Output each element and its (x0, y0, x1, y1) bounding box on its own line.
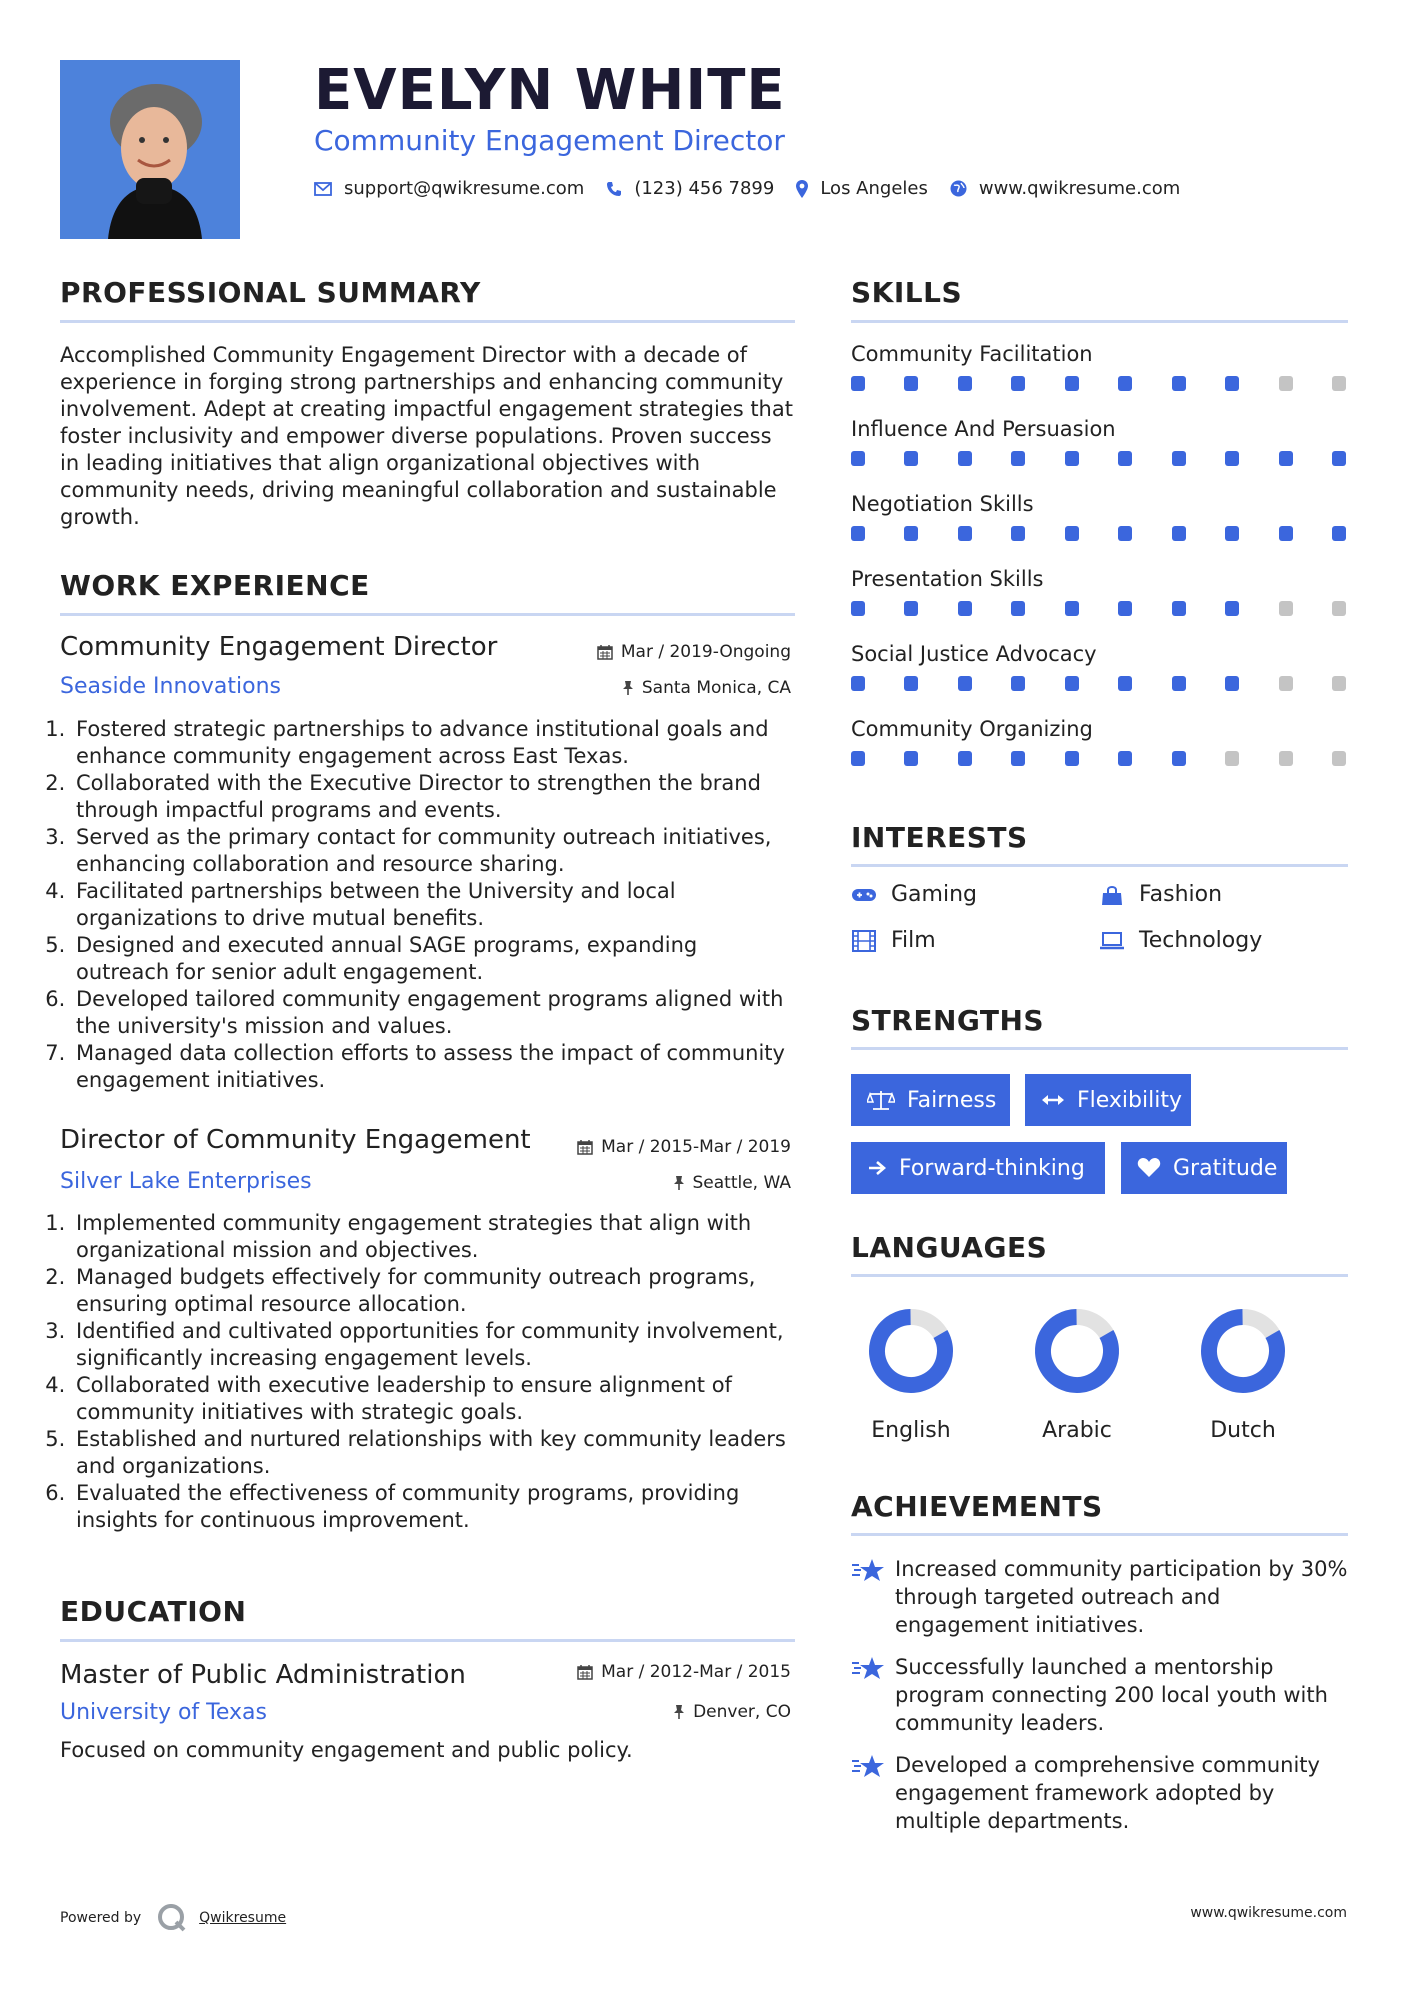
list-item: 5. Established and nurtured relationships with key community leaders and organizations. (72, 1426, 795, 1480)
rating-dot-filled (851, 376, 865, 391)
rating-dot-filled (1279, 451, 1293, 466)
achievement-text: Increased community participation by 30% through targeted outreach and engagement initiatives. (895, 1557, 1348, 1637)
section-divider (60, 1639, 795, 1642)
section-divider (851, 320, 1348, 323)
rating-dot-filled (1332, 526, 1346, 541)
job-location-text: Santa Monica, CA (641, 678, 791, 698)
rating-dot-filled (1118, 526, 1132, 541)
rating-dot-filled (1118, 676, 1132, 691)
skill-row (851, 342, 1348, 417)
shopping-bag-icon (1099, 884, 1125, 906)
phone-number: (123) 456 7899 (634, 178, 775, 199)
rating-dot-empty (1279, 676, 1293, 691)
skill-name: Presentation Skills (851, 567, 1044, 591)
job-bullets (54, 716, 795, 1094)
star-icon (851, 1653, 895, 1737)
skill-row (851, 417, 1348, 492)
pushpin-icon (673, 1175, 685, 1191)
rating-dot-filled (1172, 451, 1186, 466)
rating-dot-filled (1172, 601, 1186, 616)
skill-row (851, 492, 1348, 567)
arrows-horizontal-icon (1041, 1093, 1065, 1107)
laptop-icon (1099, 932, 1125, 950)
skills-list (851, 342, 1348, 792)
rating-dot-filled (904, 601, 918, 616)
globe-icon (950, 180, 967, 197)
rating-dot-filled (1065, 526, 1079, 541)
rating-dot-filled (904, 526, 918, 541)
skill-name: Community Organizing (851, 717, 1093, 741)
job-dates-text: Mar / 2015-Mar / 2019 (601, 1137, 791, 1157)
list-item: 3. Identified and cultivated opportunities for community involvement, significantly increasing engagement levels. (72, 1318, 795, 1372)
calendar-icon (577, 1664, 593, 1680)
interest-gaming (851, 882, 977, 907)
rating-dot-filled (1011, 526, 1025, 541)
rating-dot-empty (1332, 751, 1346, 766)
profile-photo (60, 60, 240, 239)
strength-label: Forward-thinking (899, 1155, 1085, 1181)
rating-dot-filled (1065, 376, 1079, 391)
degree-title: Master of Public Administration (60, 1660, 466, 1690)
candidate-role: Community Engagement Director (314, 124, 785, 157)
rating-dot-filled (1225, 526, 1239, 541)
achievement-item (851, 1555, 1351, 1639)
list-item: 2. Managed budgets effectively for community outreach programs, ensuring optimal resource allocation. (72, 1264, 795, 1318)
list-item: 6. Developed tailored community engagement programs aligned with the university's mission and values. (72, 986, 795, 1040)
rating-dot-filled (1225, 601, 1239, 616)
languages-heading: LANGUAGES (851, 1231, 1048, 1264)
rating-dot-filled (958, 526, 972, 541)
job-location-text: Seattle, WA (692, 1173, 791, 1193)
achievement-text: Developed a comprehensive community engagement framework adopted by multiple departments. (895, 1753, 1320, 1833)
list-item: 1. Implemented community engagement strategies that align with organizational mission and objectives. (72, 1210, 795, 1264)
section-divider (60, 320, 795, 323)
achievement-item (851, 1751, 1351, 1835)
rating-dot-filled (958, 601, 972, 616)
achievement-text: Successfully launched a mentorship program connecting 200 local youth with community leaders. (895, 1655, 1328, 1735)
strength-label: Gratitude (1173, 1155, 1278, 1181)
location-text: Los Angeles (820, 178, 928, 199)
education-dates-text: Mar / 2012-Mar / 2015 (601, 1662, 791, 1682)
map-pin-icon (796, 180, 808, 198)
star-icon (851, 1555, 895, 1639)
language-donut (841, 1306, 981, 1396)
rating-dot-filled (1172, 376, 1186, 391)
rating-dot-filled (1172, 751, 1186, 766)
rating-dot-filled (851, 751, 865, 766)
list-item: 5. Designed and executed annual SAGE programs, expanding outreach for senior adult engagement. (72, 932, 795, 986)
strength-tag-fairness (851, 1074, 1010, 1126)
pushpin-icon (673, 1704, 685, 1720)
list-item: 7. Managed data collection efforts to assess the impact of community engagement initiatives. (72, 1040, 795, 1094)
envelope-icon (314, 182, 332, 196)
language-name: Arabic (1042, 1418, 1112, 1443)
strength-label: Flexibility (1077, 1087, 1182, 1113)
section-divider (851, 1047, 1348, 1050)
rating-dot-filled (1118, 751, 1132, 766)
rating-dot-filled (1172, 526, 1186, 541)
job-dates-text: Mar / 2019-Ongoing (620, 642, 791, 662)
rating-dot-filled (904, 376, 918, 391)
skill-row (851, 567, 1348, 642)
skill-rating (851, 601, 1346, 616)
achievement-item (851, 1653, 1351, 1737)
footer-website[interactable]: www.qwikresume.com (1190, 1905, 1347, 1921)
language-item (1007, 1306, 1147, 1443)
email-link[interactable]: support@qwikresume.com (344, 178, 585, 199)
skills-heading: SKILLS (851, 276, 963, 309)
skill-rating (851, 751, 1346, 766)
language-donut (1173, 1306, 1313, 1396)
rating-dot-empty (1279, 751, 1293, 766)
rating-dot-filled (851, 451, 865, 466)
summary-text: Accomplished Community Engagement Director with a decade of experience in forging strong partnerships and enhancing community involvement. Adept at creating impactful engagement strategies that foster inclusivity and empower diverse populations. Proven success in leading initiatives that align organizational objectives with community needs, driving meaningful collaboration and sustainable growth. (60, 343, 793, 529)
website-link[interactable]: www.qwikresume.com (978, 178, 1181, 199)
rating-dot-empty (1332, 376, 1346, 391)
interest-label: Film (891, 928, 936, 953)
calendar-icon (577, 1139, 593, 1155)
interest-label: Fashion (1139, 882, 1223, 907)
job-title: Community Engagement Director (60, 632, 498, 662)
skill-rating (851, 676, 1346, 691)
rating-dot-empty (1279, 601, 1293, 616)
rating-dot-filled (904, 676, 918, 691)
education-dates (577, 1662, 791, 1682)
job-dates (597, 642, 791, 662)
skill-name: Social Justice Advocacy (851, 642, 1097, 666)
job-bullets (54, 1210, 795, 1534)
skill-rating (851, 376, 1346, 391)
rating-dot-filled (1065, 451, 1079, 466)
rating-dot-filled (1011, 751, 1025, 766)
list-item: 4. Collaborated with executive leadership to ensure alignment of community initiatives with strategic goals. (72, 1372, 795, 1426)
language-donut (1007, 1306, 1147, 1396)
rating-dot-filled (958, 676, 972, 691)
language-name: English (871, 1418, 951, 1443)
skill-rating (851, 526, 1346, 541)
skill-name: Negotiation Skills (851, 492, 1034, 516)
strength-tag-gratitude (1121, 1142, 1287, 1194)
education-description: Focused on community engagement and public policy. (60, 1738, 633, 1762)
gamepad-icon (851, 887, 877, 903)
powered-by-text: Powered by (60, 1910, 142, 1926)
skill-name: Community Facilitation (851, 342, 1093, 366)
rating-dot-filled (851, 526, 865, 541)
rating-dot-filled (1011, 376, 1025, 391)
interest-film (851, 928, 936, 953)
section-divider (851, 1533, 1348, 1536)
rating-dot-filled (958, 376, 972, 391)
rating-dot-filled (1118, 451, 1132, 466)
candidate-name: EVELYN WHITE (314, 58, 786, 123)
rating-dot-filled (958, 451, 972, 466)
rating-dot-empty (1332, 676, 1346, 691)
rating-dot-filled (1118, 601, 1132, 616)
interest-label: Gaming (891, 882, 977, 907)
list-item: 1. Fostered strategic partnerships to advance institutional goals and enhance community engagement across East Texas. (72, 716, 795, 770)
calendar-icon (597, 644, 613, 660)
job-company: Silver Lake Enterprises (60, 1169, 312, 1194)
star-icon (851, 1751, 895, 1835)
qwikresume-logo-icon (157, 1903, 187, 1933)
section-divider (60, 613, 795, 616)
strength-tag-flexibility (1025, 1074, 1191, 1126)
rating-dot-filled (1332, 451, 1346, 466)
pushpin-icon (622, 680, 634, 696)
rating-dot-filled (904, 751, 918, 766)
rating-dot-filled (904, 451, 918, 466)
footer-powered-by (60, 1903, 286, 1933)
list-item: 2. Collaborated with the Executive Director to strengthen the brand through impactful programs and events. (72, 770, 795, 824)
achievements-list (851, 1555, 1351, 1835)
rating-dot-filled (851, 601, 865, 616)
rating-dot-filled (1065, 601, 1079, 616)
section-divider (851, 864, 1348, 867)
rating-dot-filled (1011, 676, 1025, 691)
contact-bar (314, 178, 1202, 199)
education-location-text: Denver, CO (693, 1702, 791, 1722)
rating-dot-filled (1065, 676, 1079, 691)
skill-rating (851, 451, 1346, 466)
job-dates (577, 1137, 791, 1157)
rating-dot-filled (851, 676, 865, 691)
rating-dot-filled (1065, 751, 1079, 766)
rating-dot-filled (1279, 526, 1293, 541)
interest-fashion (1099, 882, 1222, 907)
language-name: Dutch (1210, 1418, 1276, 1443)
rating-dot-empty (1332, 601, 1346, 616)
list-item: 3. Served as the primary contact for community outreach initiatives, enhancing collaboration and resource sharing. (72, 824, 795, 878)
education-heading: EDUCATION (60, 1595, 247, 1628)
rating-dot-filled (1011, 601, 1025, 616)
strength-tag-forward-thinking (851, 1142, 1105, 1194)
arrow-right-icon (867, 1159, 887, 1177)
job-location (622, 678, 791, 698)
job-title: Director of Community Engagement (60, 1125, 531, 1155)
rating-dot-filled (958, 751, 972, 766)
school-name: University of Texas (60, 1700, 267, 1725)
list-item: 6. Evaluated the effectiveness of community programs, providing insights for continuous improvement. (72, 1480, 795, 1534)
languages-list (841, 1306, 1341, 1446)
language-item (1173, 1306, 1313, 1443)
rating-dot-empty (1279, 376, 1293, 391)
job-location (673, 1173, 792, 1193)
job-company: Seaside Innovations (60, 674, 281, 699)
rating-dot-filled (1225, 676, 1239, 691)
education-location (673, 1702, 791, 1722)
language-item (841, 1306, 981, 1443)
skill-name: Influence And Persuasion (851, 417, 1116, 441)
interest-technology (1099, 928, 1262, 953)
experience-heading: WORK EXPERIENCE (60, 569, 370, 602)
summary-heading: PROFESSIONAL SUMMARY (60, 276, 481, 309)
brand-link[interactable]: Qwikresume (199, 1910, 287, 1926)
rating-dot-empty (1225, 751, 1239, 766)
strengths-heading: STRENGTHS (851, 1004, 1045, 1037)
list-item: 4. Facilitated partnerships between the University and local organizations to drive mutual benefits. (72, 878, 795, 932)
rating-dot-filled (1225, 376, 1239, 391)
rating-dot-filled (1225, 451, 1239, 466)
phone-icon (606, 181, 622, 197)
rating-dot-filled (1011, 451, 1025, 466)
film-icon (851, 930, 877, 952)
rating-dot-filled (1172, 676, 1186, 691)
skill-row (851, 717, 1348, 792)
achievements-heading: ACHIEVEMENTS (851, 1490, 1103, 1523)
strength-label: Fairness (907, 1087, 997, 1113)
rating-dot-filled (1118, 376, 1132, 391)
section-divider (851, 1274, 1348, 1277)
skill-row (851, 642, 1348, 717)
balance-scale-icon (867, 1089, 895, 1111)
interests-heading: INTERESTS (851, 821, 1028, 854)
heart-icon (1137, 1158, 1161, 1178)
interest-label: Technology (1139, 928, 1263, 953)
